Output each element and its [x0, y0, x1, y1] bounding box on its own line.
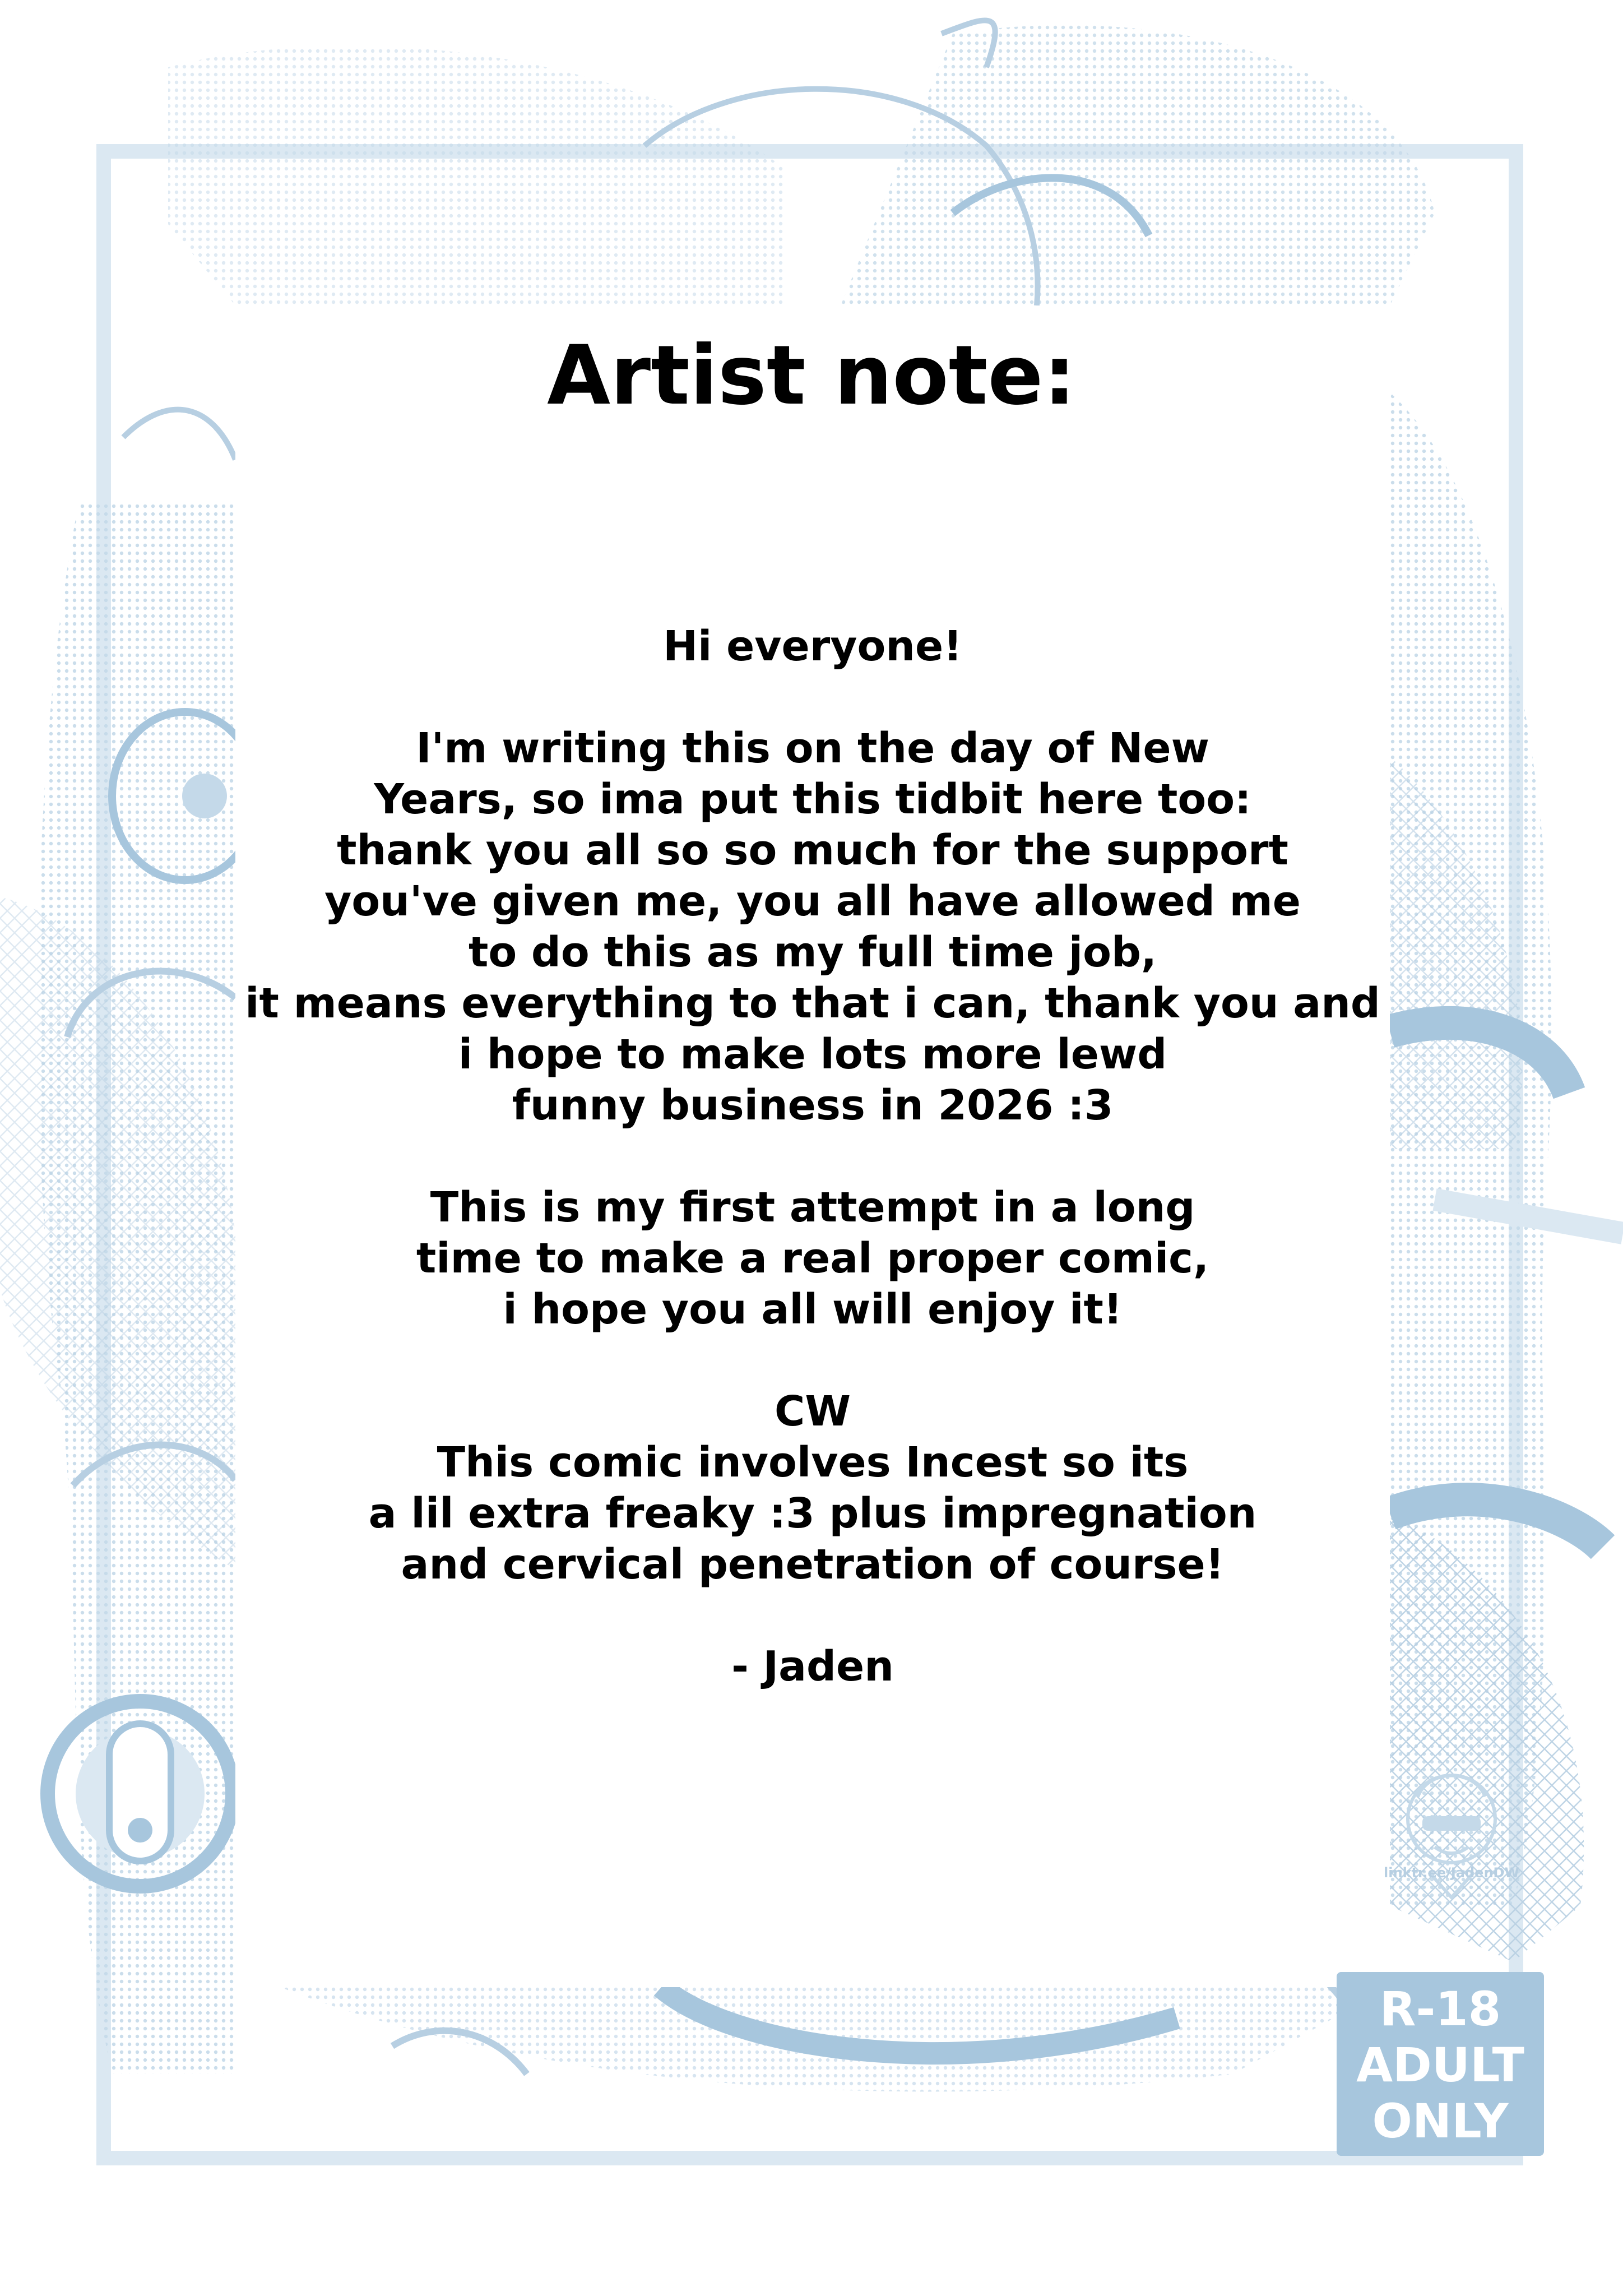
- text-line: funny business in 2026 :3: [512, 1081, 1114, 1130]
- signature: - Jaden: [731, 1642, 894, 1691]
- text-line: Years, so ima put this tidbit here too:: [374, 775, 1251, 823]
- text-line: I'm writing this on the day of New: [416, 724, 1209, 772]
- note-body: [235, 621, 1390, 1692]
- text-line: time to make a real proper comic,: [416, 1234, 1209, 1283]
- text-line: This is my first attempt in a long: [430, 1183, 1195, 1232]
- paragraph-first-attempt: [235, 1182, 1390, 1335]
- text-line: i hope to make lots more lewd: [458, 1030, 1167, 1078]
- badge-line: ADULT: [1356, 2038, 1524, 2093]
- text-line: a lil extra freaky :3 plus impregnation: [368, 1489, 1257, 1538]
- note-title: Artist note:: [547, 328, 1076, 423]
- paragraph-thanks: [235, 723, 1390, 1131]
- r18-adult-only-badge: [1337, 1972, 1544, 2156]
- text-line: and cervical penetration of course!: [401, 1540, 1225, 1589]
- spacer: [235, 1335, 1390, 1386]
- text-line: This comic involves Incest so its: [437, 1438, 1189, 1487]
- text-line: i hope you all will enjoy it!: [503, 1285, 1123, 1334]
- text-line: thank you all so so much for the support: [337, 826, 1288, 874]
- badge-line: ONLY: [1372, 2094, 1509, 2149]
- text-line: to do this as my full time job,: [468, 928, 1157, 976]
- cw-heading: CW: [775, 1387, 851, 1436]
- badge-line: R-18: [1379, 1982, 1501, 2036]
- paragraph-content-warning: [235, 1437, 1390, 1590]
- spacer: [235, 1131, 1390, 1182]
- spacer: [235, 672, 1390, 723]
- text-line: you've given me, you all have allowed me: [324, 877, 1301, 925]
- text-line: it means everything to that i can, thank you and: [245, 979, 1380, 1027]
- greeting: Hi everyone!: [663, 622, 962, 670]
- watermark-text: linktr.ee/JadenDW: [1384, 1865, 1519, 1881]
- artist-watermark-logo: [1384, 1757, 1519, 1909]
- spacer: [235, 1590, 1390, 1641]
